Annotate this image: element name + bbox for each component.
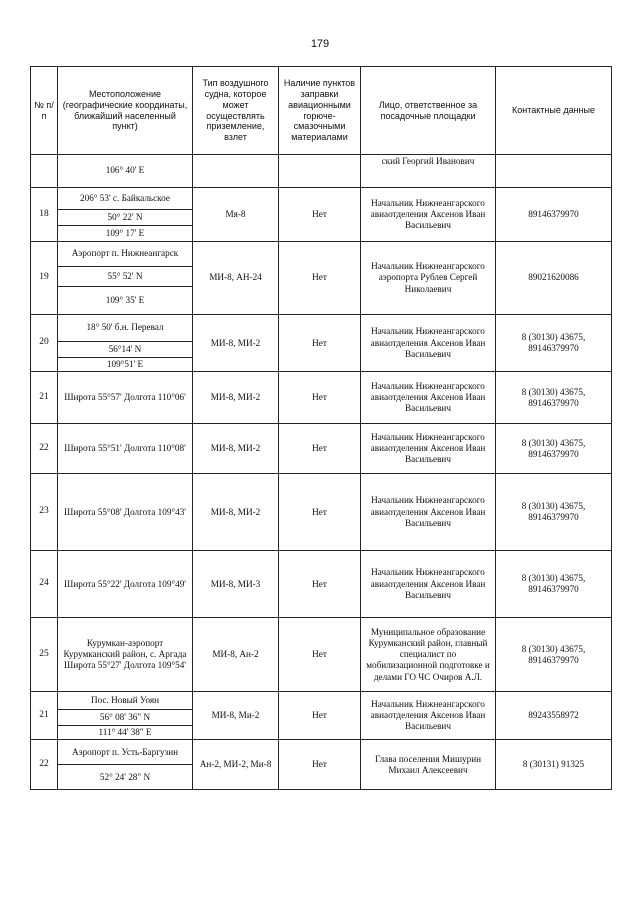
responsible-person-cell: Муниципальное образование Курумканский район, главный специалист по мобилизационной подготовке и делами ГО ЧС Очиров А.Л. [361, 618, 496, 692]
contact-cell [496, 155, 612, 188]
responsible-person-cell: Начальник Нижнеангарского авиаотделения Аксенов Иван Васильевич [361, 424, 496, 474]
responsible-person-cell: Начальник Нижнеангарского аэропорта Рублев Сергей Николаевич [361, 242, 496, 315]
fuel-cell: Нет [279, 740, 361, 790]
location-cell: 52° 24' 28" N [58, 765, 193, 790]
location-cell: 206° 53' с. Байкальское [58, 188, 193, 210]
location-cell: Широта 55°57' Долгота 110°06' [58, 372, 193, 424]
location-cell: Аэропорт п. Нижнеангарск [58, 242, 193, 267]
fuel-cell: Нет [279, 551, 361, 618]
responsible-person-cell: Начальник Нижнеангарского авиаотделения Аксенов Иван Васильевич [361, 474, 496, 551]
location-cell: 109°51' E [58, 358, 193, 372]
fuel-cell: Нет [279, 618, 361, 692]
fuel-cell: Нет [279, 474, 361, 551]
row-number [31, 155, 58, 188]
contact-cell: 8 (30130) 43675, 89146379970 [496, 424, 612, 474]
row-number: 20 [31, 315, 58, 372]
aircraft-type-cell: МИ-8, АН-24 [193, 242, 279, 315]
row-number: 22 [31, 424, 58, 474]
contact-cell: 8 (30130) 43675, 89146379970 [496, 372, 612, 424]
table-row [31, 242, 612, 267]
contact-cell: 8 (30131) 91325 [496, 740, 612, 790]
aircraft-type-cell: МИ-8, Ми-2 [193, 692, 279, 740]
responsible-person-cell: Начальник Нижнеангарского авиаотделения Аксенов Иван Васильевич [361, 551, 496, 618]
location-cell: 50° 22' N [58, 210, 193, 226]
location-cell: 55° 52' N [58, 267, 193, 287]
location-cell: 111° 44' 38" E [58, 726, 193, 740]
row-number: 19 [31, 242, 58, 315]
table-row [31, 474, 612, 551]
contact-cell: 8 (30130) 43675, 89146379970 [496, 315, 612, 372]
header-number: № п/п [31, 67, 58, 155]
table-row [31, 155, 612, 188]
aircraft-type-cell: МИ-8, МИ-2 [193, 424, 279, 474]
page-number: 179 [310, 38, 330, 50]
table-row [31, 692, 612, 710]
row-number: 18 [31, 188, 58, 242]
table-row [31, 424, 612, 474]
header-location: Местоположение (географические координаты, ближайший населенный пункт) [58, 67, 193, 155]
header-responsible-person: Лицо, ответственное за посадочные площадки [361, 67, 496, 155]
table-row [31, 315, 612, 342]
location-cell: 109° 17' E [58, 226, 193, 242]
responsible-person-cell: Глава поселения Мишурин Михаил Алексеевич [361, 740, 496, 790]
location-cell: 106° 40' E [58, 155, 193, 188]
location-cell: Пос. Новый Уоян [58, 692, 193, 710]
table-row [31, 740, 612, 765]
aircraft-type-cell: Мя-8 [193, 188, 279, 242]
location-cell: Курумкан-аэропорт Курумканский район, с. Аргада Широта 55°27' Долгота 109°54' [58, 618, 193, 692]
responsible-person-cell: Начальник Нижнеангарского авиаотделения Аксенов Иван Васильевич [361, 188, 496, 242]
location-cell: 109° 35' E [58, 287, 193, 315]
responsible-person-cell: Начальник Нижнеангарского авиаотделения Аксенов Иван Васильевич [361, 372, 496, 424]
contact-cell: 89146379970 [496, 188, 612, 242]
aircraft-type-cell: МИ-8, Ан-2 [193, 618, 279, 692]
header-aircraft-type: Тип воздушного судна, которое может осуществлять приземление, взлет [193, 67, 279, 155]
contact-cell: 8 (30130) 43675, 89146379970 [496, 618, 612, 692]
table-row [31, 372, 612, 424]
location-cell: Широта 55°51' Долгота 110°08' [58, 424, 193, 474]
aircraft-type-cell: МИ-8, МИ-2 [193, 372, 279, 424]
row-number: 24 [31, 551, 58, 618]
aircraft-type-cell [193, 155, 279, 188]
responsible-person-cell: Начальник Нижнеангарского авиаотделения Аксенов Иван Васильевич [361, 315, 496, 372]
row-number: 23 [31, 474, 58, 551]
location-cell: 56° 08' 36" N [58, 710, 193, 726]
fuel-cell: Нет [279, 188, 361, 242]
aircraft-type-cell: МИ-8, МИ-2 [193, 315, 279, 372]
location-cell: Широта 55°08' Долгота 109°43' [58, 474, 193, 551]
fuel-cell: Нет [279, 315, 361, 372]
fuel-cell [279, 155, 361, 188]
responsible-person-cell: Начальник Нижнеангарского авиаотделения Аксенов Иван Васильевич [361, 692, 496, 740]
contact-cell: 89243558972 [496, 692, 612, 740]
location-cell: 18° 50' б.н. Перевал [58, 315, 193, 342]
location-cell: Аэропорт п. Усть-Баргузин [58, 740, 193, 765]
row-number: 22 [31, 740, 58, 790]
location-cell: 56°14' N [58, 342, 193, 358]
location-cell: Широта 55°22' Долгота 109°49' [58, 551, 193, 618]
fuel-cell: Нет [279, 424, 361, 474]
responsible-person-cell: ский Георгий Иванович [361, 155, 496, 188]
row-number: 21 [31, 692, 58, 740]
table-row [31, 188, 612, 210]
header-row [31, 67, 612, 155]
table-row [31, 618, 612, 692]
aircraft-type-cell: МИ-8, МИ-2 [193, 474, 279, 551]
landing-sites-table [30, 66, 612, 790]
fuel-cell: Нет [279, 692, 361, 740]
contact-cell: 8 (30130) 43675, 89146379970 [496, 474, 612, 551]
contact-cell: 89021620086 [496, 242, 612, 315]
table-row [31, 551, 612, 618]
fuel-cell: Нет [279, 372, 361, 424]
contact-cell: 8 (30130) 43675, 89146379970 [496, 551, 612, 618]
fuel-cell: Нет [279, 242, 361, 315]
aircraft-type-cell: Ан-2, МИ-2, Ми-8 [193, 740, 279, 790]
row-number: 25 [31, 618, 58, 692]
row-number: 21 [31, 372, 58, 424]
header-contacts: Контактные данные [496, 67, 612, 155]
aircraft-type-cell: МИ-8, МИ-3 [193, 551, 279, 618]
header-fuel: Наличие пунктов заправки авиационными горюче-смазочными материалами [279, 67, 361, 155]
